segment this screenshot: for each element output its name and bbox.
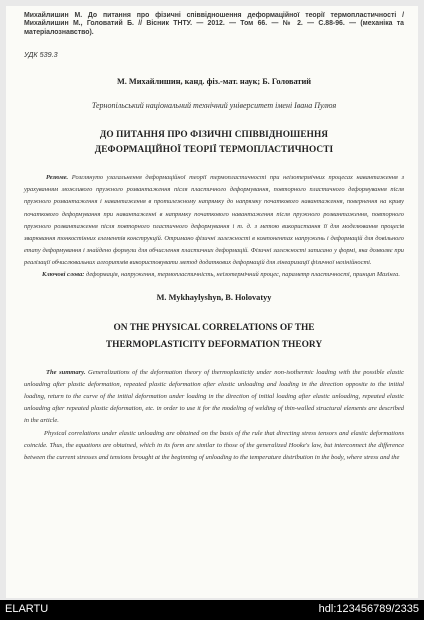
abstract-lead: Резюме. [46,174,69,182]
udc-code: УДК 539.3 [24,50,58,60]
summary-lead: The summary. [46,369,86,377]
title-english-line1: ON THE PHYSICAL CORRELATIONS OF THE [113,323,315,334]
authors-english: M. Mykhaylyshyn, B. Holovatyy [156,293,272,303]
summary-paragraph-2 [24,428,404,464]
footer-bar [0,600,424,620]
citation: Михайлишин М. До питання про фізичні співвідношення деформаційної теорії термопластичності / Михайлишин М., Головатий Б. // Вісник ТНТУ. — 2012. — Том 66. — № 2. — С.88-96. — (механіка та матеріалознавство). [24,12,404,36]
abstract-text: Розглянуто узагальнення деформаційної теорії термопластичності при неізотермічних процесах навантаження з урахуванням можливого пружного розвантаження після пластичного деформування, повторного пластичного деформування після пружного розвантаження і навантаження в протилежному напрямку до напрямку початкового навантаження, повернення на криву початкового деформування при навантаженні в напрямку початкового навантаження після пружного розвантаження, повторного пружного розвантаження після повторного пластичного деформування і т. д. з метою використання її для моделювання процесів зварювання тонкостінних елементів конструкцій. Отримано фізичні залежності в компонентах напружень і деформацій для довільного етапу деформування і знайдено формули для обчислення пластичних деформацій. Фізичні залежності записано у формі, яка дозволяє при реалізації обчислювальних алгоритмів використовувати метод додаткових деформацій для лінеаризації фізичної нелінійності. [24,174,404,266]
abstract-ukrainian [24,172,404,269]
keywords-text: деформація, напруження, термопластичність, неізотермічний процес, параметр пластичності, принцип Мазінга. [86,270,400,278]
title-ukrainian [24,128,404,158]
document-page [6,6,418,598]
summary-text: Generalizations of the deformation theory of thermoplasticity under non-isothermic loading with the possible elastic unloading after plastic deformation, repeated plastic deformation after elastic unloading and loading in the direction opposite to the initial loading, return to the curve of the initial deformation under loading in the direction of initial loading after elastic unloading, repeated elastic unloading after repeated plastic deformation, etc. in order to use it for the modeling of welding of thin-walled structural elements are described in the article. [24,369,405,425]
keywords-ukrainian [24,269,404,281]
summary-english [24,367,404,427]
summary-para2-text: Physical correlations under elastic unloading are obtained on the basis of the rule that directing stress tensors and elastic deformations coincide. Thus, the equations are obtained, which in its form are similar to those of the generalized Hooke's law, but interconnect the difference between the current stresses and tensions brought at the beginning of unloading to the temperature distribution in the body, where stress and the [24,429,404,461]
affiliation: Тернопільський національний технічний університет імені Івана Пулюя [91,101,337,111]
title-english [24,320,404,353]
keywords-lead: Ключові слова: [42,270,85,278]
repository-name: ELARTU [5,603,49,615]
title-english-line2: THERMOPLASTICITY DEFORMATION THEORY [105,339,323,350]
title-ukrainian-line1: ДО ПИТАННЯ ПРО ФІЗИЧНІ СПІВВІДНОШЕННЯ [99,130,329,141]
title-ukrainian-line2: ДЕФОРМАЦІЙНОЇ ТЕОРІЇ ТЕРМОПЛАСТИЧНОСТІ [94,145,334,156]
authors-ukrainian: М. Михайлишин, канд. фіз.-мат. наук; Б. Головатий [116,77,312,87]
handle-id: hdl:123456789/2335 [318,603,419,615]
